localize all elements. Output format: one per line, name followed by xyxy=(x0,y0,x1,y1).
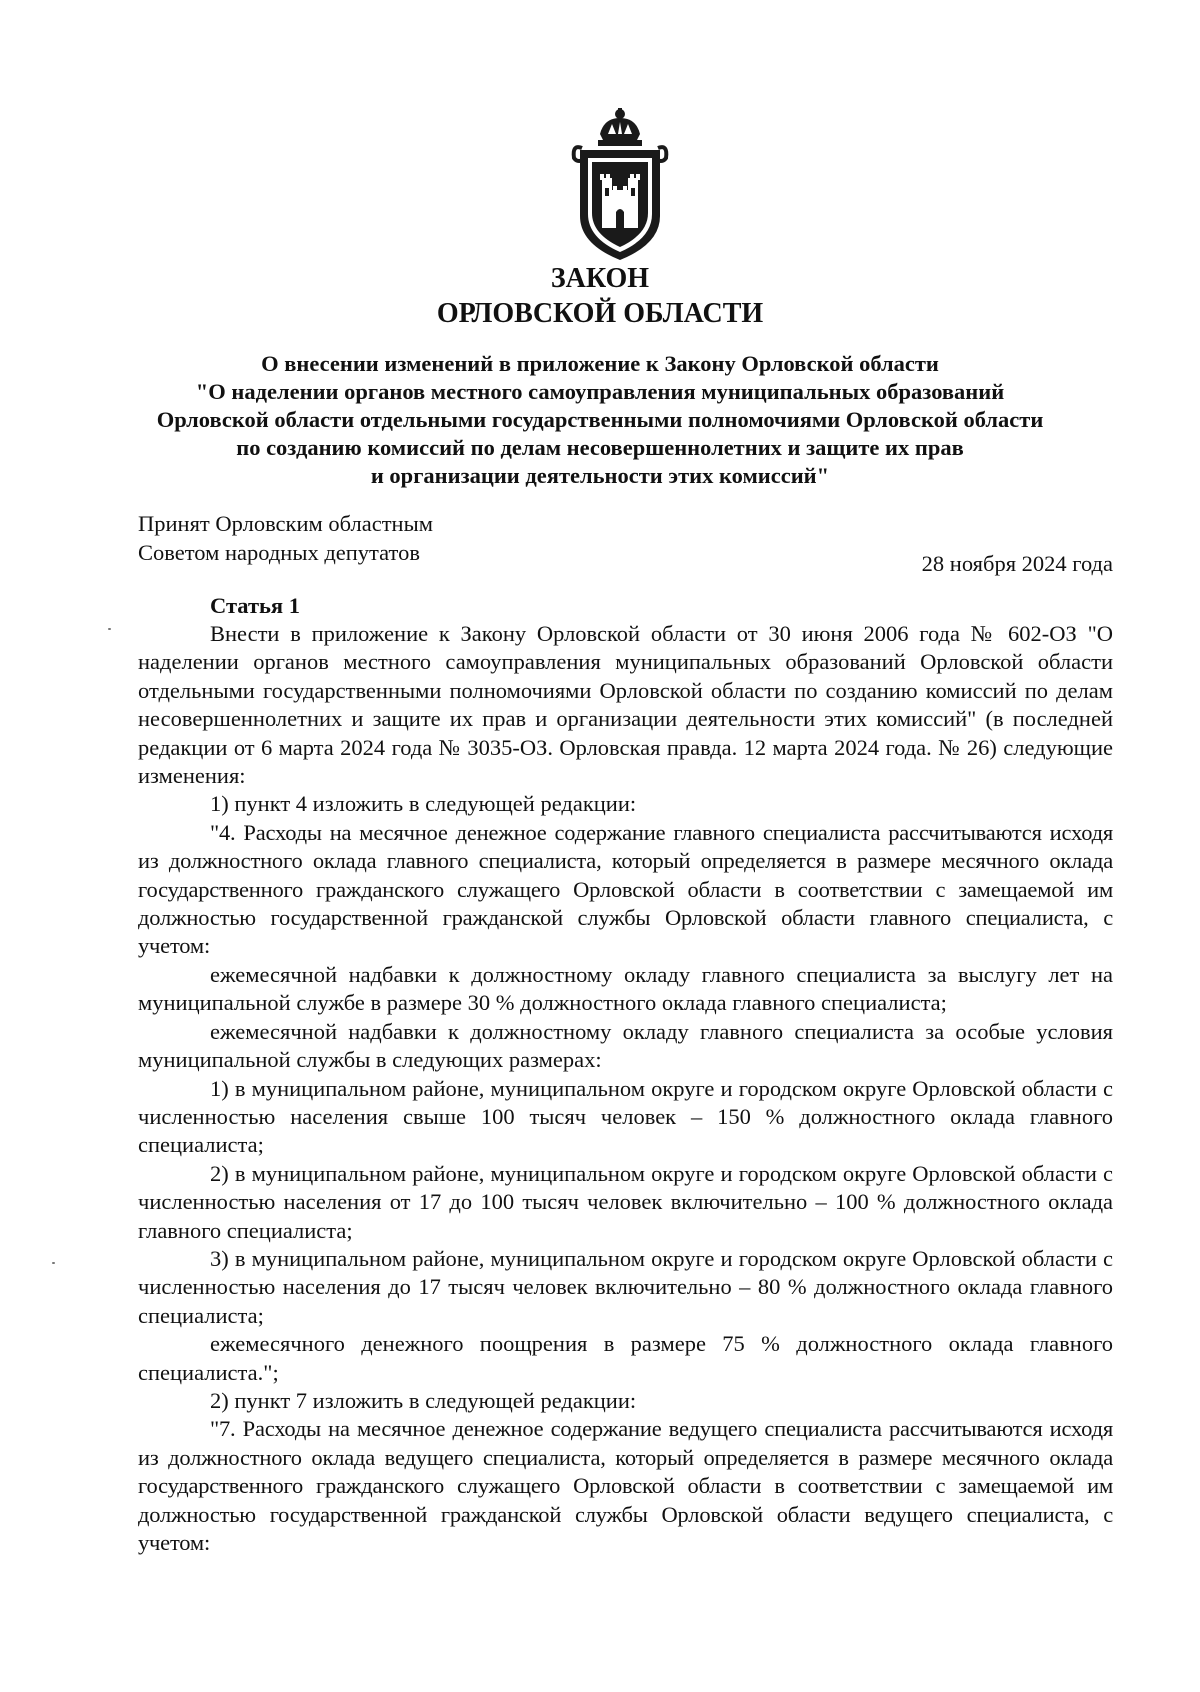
paragraph: 1) пункт 4 изложить в следующей редакции: xyxy=(210,791,637,817)
adoption-date: 28 ноября 2024 года xyxy=(921,551,1113,576)
law-title: ЗАКОН xyxy=(550,263,650,294)
coat-of-arms-icon xyxy=(564,104,676,264)
paragraph: "4. Расходы на месячное денежное содержание главного специалиста рассчитываются исходя из должностного оклада главного специалиста, который определяется в размере месячного оклада государственного гражданского служащего Орловской области в соответствии с замещаемой им должностью государственной гражданской службы Орловской области главного специалиста, с учетом: xyxy=(138,819,1113,959)
adoption-body xyxy=(138,509,433,567)
paragraph: ежемесячной надбавки к должностному окладу главного специалиста за особые условия муниципальной службы в следующих размерах: xyxy=(138,1018,1113,1073)
adoption-line: Принят Орловским областным xyxy=(138,511,433,536)
paragraph: Внести в приложение к Закону Орловской области от 30 июня 2006 года № 602-ОЗ "О наделении органов местного самоуправления муниципальных образований Орловской области отдельными государственными полномочиями Орловской области по созданию комиссий по делам несовершеннолетних и защите их прав и организации деятельности этих комиссий" (в последней редакции от 6 марта 2024 года № 3035-ОЗ. Орловская правда. 12 марта 2024 года. № 26) следующие изменения: xyxy=(138,621,1113,789)
subject-line: и организации деятельности этих комиссий" xyxy=(370,463,830,488)
subject-line: по созданию комиссий по делам несовершеннолетних и защите их прав xyxy=(236,435,964,460)
paragraph: 1) в муниципальном районе, муниципальном округе и городском округе Орловской области с численностью населения свыше 100 тысяч человек – 150 % должностного оклада главного специалиста; xyxy=(138,1075,1113,1158)
paragraph: ежемесячного денежного поощрения в размере 75 % должностного оклада главного специалиста."; xyxy=(138,1331,1113,1385)
article-body xyxy=(138,620,1113,1557)
paragraph: "7. Расходы на месячное денежное содержание ведущего специалиста рассчитываются исходя из должностного оклада ведущего специалиста, который определяется в размере месячного оклада государственного гражданского служащего Орловской области в соответствии с замещаемой им должностью государственной гражданской службы Орловской области ведущего специалиста, с учетом: xyxy=(138,1416,1113,1555)
paragraph: 3) в муниципальном районе, муниципальном округе и городском округе Орловской области с численностью населения до 17 тысяч человек включительно – 80 % должностного оклада главного специалиста; xyxy=(138,1245,1113,1328)
article-heading: Статья 1 xyxy=(210,593,300,618)
law-subject-heading xyxy=(100,350,1100,490)
law-region-title: ОРЛОВСКОЙ ОБЛАСТИ xyxy=(436,298,764,329)
subject-line: О внесении изменений в приложение к Закону Орловской области xyxy=(261,351,939,376)
paragraph: 2) в муниципальном районе, муниципальном округе и городском округе Орловской области с численностью населения от 17 до 100 тысяч человек включительно – 100 % должностного оклада главного специалиста; xyxy=(138,1160,1113,1243)
scan-speck xyxy=(108,628,111,630)
adoption-line: Советом народных депутатов xyxy=(138,540,420,565)
scan-speck xyxy=(52,1262,55,1264)
paragraph: 2) пункт 7 изложить в следующей редакции: xyxy=(210,1387,637,1413)
subject-line: Орловской области отдельными государственными полномочиями Орловской области xyxy=(156,407,1044,432)
paragraph: ежемесячной надбавки к должностному окладу главного специалиста за выслугу лет на муниципальной службе в размере 30 % должностного оклада главного специалиста; xyxy=(138,961,1113,1016)
subject-line: "О наделении органов местного самоуправления муниципальных образований xyxy=(195,379,1005,404)
